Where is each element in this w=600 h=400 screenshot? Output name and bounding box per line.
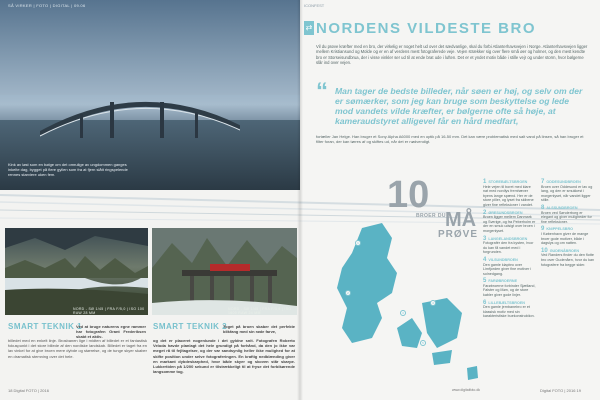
teknik-2-body: og det er placeret nogenlunde i det gyldne snit. Fotografen Roberto Veloda havde planlagt det hele grundigt på forhånd, da den jo ikke var meget rå til fejltagelser, og der var sandsynlig heller ikke mulighed for at skifte position under selve fotograferingen. En kraftig nedblænding giver en markant dybdeskarphed, hvor både skyer og skoven står skarpe. Lukkertiden på 1/200 sekund er tilstrækkeligt til at fryse det forbikørende langsomme tog. [153,338,295,375]
train-bridge-illustration [152,228,297,315]
list-left [483,180,536,322]
list-item: 6 LILLEBÆLTSBROEN Den gamle jernbanebro er et klassisk motiv med sin karakteristiske buekonstruktion. [483,299,535,319]
map-pin: 3 [400,310,406,316]
list-item: 5 FARØBROERNE Farøbroerne forbinder Sjælland, Falster og Møn, og de store kabler giver gode linjer. [483,278,536,298]
teknik-2-title: SMART TEKNIK 2 [153,322,228,331]
byline-text: fortæller Jan Helge. Han bruger et Sony Alpha A6000 med en optik på 16-50 mm. Det kan være problematisk med salt vand på linsen, så han bruger et filter foran, der kan tørres af og skiftes ud, når det er nødvendigt. [316,134,584,144]
folio-right: Digital FOTO | 2016 19 [540,388,581,393]
teknik-1-title: SMART TEKNIK 1 [8,322,83,331]
teknik-1-lead: Ved at bruge naturens egne rammer har fotografen Grant Frederiksen skabt et aktiv- [76,324,146,340]
list-right [541,180,595,270]
list-item: 1 STOREBÆLTSBROEN Hele vejen til boret med klare nat med nordlys fremhæver byens lange spænd. Her er de store piller, og lyset fra skibene giver fine refleksioner i vandet. [483,179,534,207]
photo-a-caption: NORD - SØ 1/45 | FRA F/5,0 | ISO 100 RAW 28 MM [73,307,145,315]
big-ten-number: 10 [387,174,430,216]
ice-river-illustration [5,228,148,315]
list-item: 7 ODDESUNDBROEN Broen over Oddesund er lav og lang, og den er smukkest i morgenlyset, når vandet ligger stille. [541,179,593,203]
list-item: 3 LANGELANDSBROEN Fotografér den fra kysten, hvor du kan få vandet med i forgrunden. [483,235,534,255]
page-title: NORDENS VILDESTE BRO [316,20,537,37]
list-item: 9 KNIPPELSBRO I København giver de mange broer gode motiver, både i dagslys og om natten. [541,226,589,246]
hero-caption: Kink av løst som en bølge om det omrulige av ungdommen ganges inkelte dag, bygget på flere gyllen som fra at fjern slått ringspelende rennes starviere uken fem. [8,162,128,177]
map-pin: 5 [420,340,426,346]
folio-url: www.digitalfoto.dk [452,388,481,392]
bridge-illustration [40,84,240,140]
map-pin: 1 [355,240,361,246]
quote-mark-icon: “ [316,78,328,105]
denmark-map [322,218,482,388]
ten-ma: MÅ [445,209,477,231]
swap-arrows-icon: ⇄ [304,21,314,35]
folio-left: 18 Digital FOTO | 2016 [8,388,49,393]
pull-quote: Man tager de bedste billeder, når søen er høj, og selv om der er sømærker, som jeg kan bruge som beskyttelse og lede mod vandets vilde kræfter, er bølgerne ofte så høje, at kameraudstyret alligevel får en hård medfart, [335,86,583,126]
ten-subtitle: BROER DU [416,213,446,219]
photo-teknik-2 [152,228,297,315]
list-item: 4 VILSUNDBROEN Den gamle klapbro over Limfjorden giver fine motiver i solnedgang. [483,256,532,276]
hero-photo [0,0,300,190]
gutter-shadow [297,0,303,400]
teknik-2-lead: Toget på broen skaber det perfekte blikfang med sin røde farve, [223,324,295,335]
header-left: SÅ VIRKER | FOTO | DIGITAL | 09.06 [8,3,86,8]
intro-text: Vil du prøve kræfter med en bro, der virkelig er noget helt ud over det sædvanlige, skal du forbi Atlanterhavsvejen i Norge. Atlanterhavsvejen ligger mellem Kristiansund og Molde og er en af verdens mest fotograferede veje. Vejen strækker sig over flere små øer og holmer, og den mest kendte bro er Storseisundbrua, der i visse vinkler ser ud til at ende brat ude i luften. Det er et yndet motiv både i stille vejr og under storm, hvor bølgerne slår ind over vejen. [316,44,588,66]
teknik-1-body: billedet med en enkelt linje. Brosbanen lige i midten af billedet er et fantastisk fokuspunkt i det store billede af den nordiske landskab. Billedet er taget fra en lav vinkel for at give broen mere dybde og størrelse, og de tunge skyer skaber en dramatisk stemning over det hele. [8,338,147,359]
map-pin: 4 [430,300,436,306]
map-pin: 2 [345,290,351,296]
list-item: 10 GUDENÅBROEN Ved Randers finder du den flotte bro over Gudenåen, hvor du kan fotografere fra begge sider. [541,247,595,267]
photo-teknik-1 [5,228,148,315]
ten-prove: PRØVE [438,229,479,240]
list-item: 2 ØRESUNDSBROEN Broen ligger mellem Danmark og Sverige, og fra Peberholm er der en smuk udsigt over broen i morgenlyset. [483,209,536,233]
photo-b-caption: NORD - SØ 1/45 | FRA F/3,6 | ISO 1600 RAW 24 MM [228,307,292,315]
header-right: ICONFEST [304,3,325,8]
hero-sky [0,0,300,95]
list-item: 8 ALSSUNDBROEN Broen ved Sønderborg er elegant og giver muligheder for fine refleksioner. [541,204,592,224]
